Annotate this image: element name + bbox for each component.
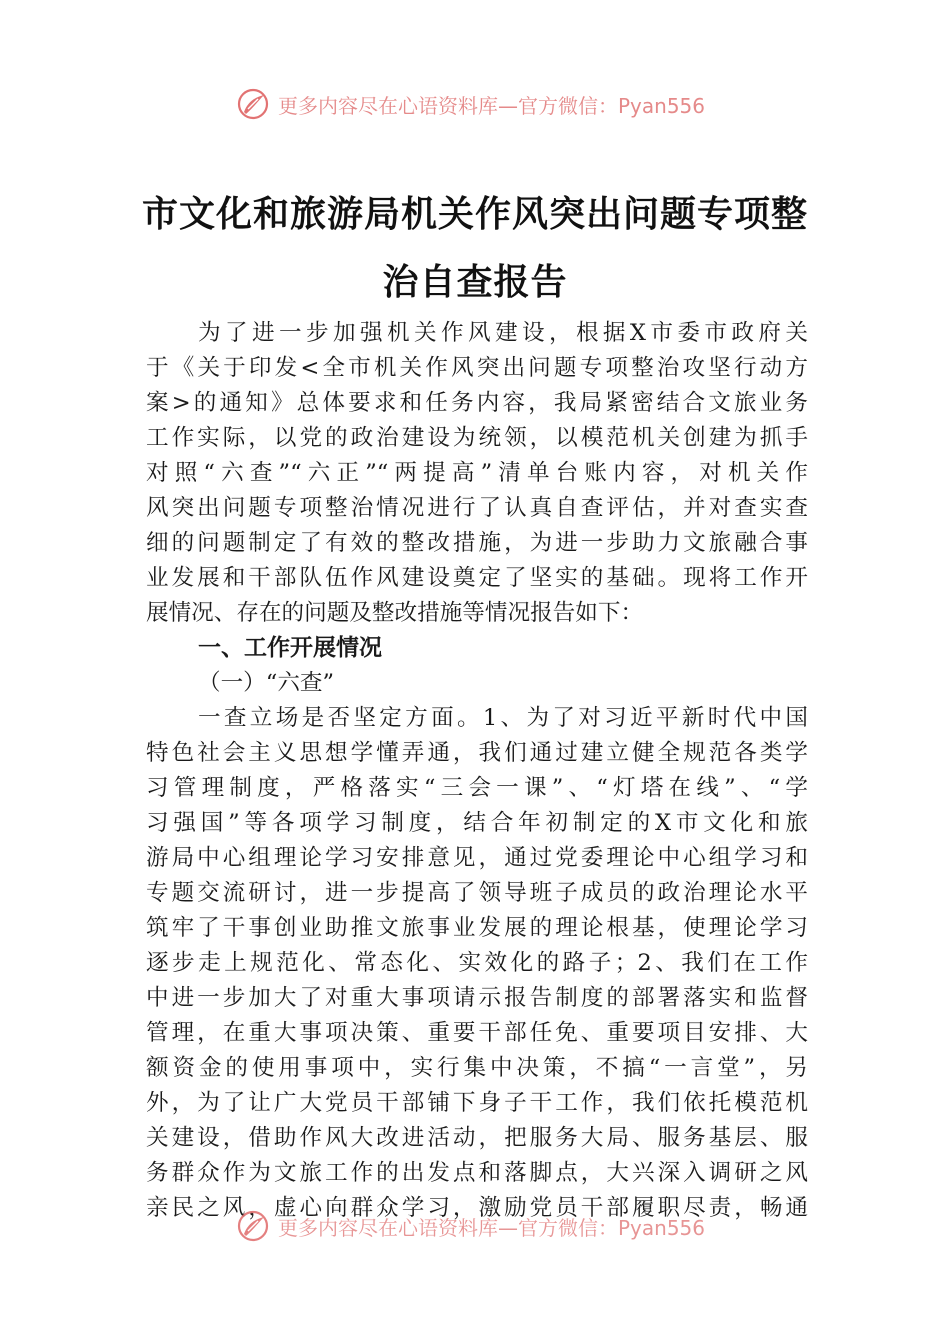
paragraph-line: 外，为了让广大党员干部铺下身子干工作，我们依托模范机 [146, 1090, 808, 1116]
paragraph-line: 特色社会主义思想学懂弄通，我们通过建立健全规范各类学 [146, 740, 808, 766]
watermark-text: 更多内容尽在心语资料库—官方微信：Pyan556 [278, 1215, 706, 1240]
paragraph-line: 工作实际，以党的政治建设为统领，以模范机关创建为抓手 [146, 425, 808, 451]
paragraph-line: 于《关于印发<全市机关作风突出问题专项整治攻坚行动方 [146, 355, 808, 381]
watermark-text: 更多内容尽在心语资料库—官方微信：Pyan556 [278, 93, 706, 118]
paragraph-line: 管理，在重大事项决策、重要干部任免、重要项目安排、大 [146, 1020, 808, 1046]
paragraph-line: 游局中心组理论学习安排意见，通过党委理论中心组学习和 [146, 845, 808, 871]
watermark-footer [236, 1206, 756, 1246]
paragraph-line: 逐步走上规范化、常态化、实效化的路子；2、我们在工作 [146, 950, 808, 976]
subsection-heading: （一）“六查” [198, 670, 335, 696]
paragraph-line: 务群众作为文旅工作的出发点和落脚点，大兴深入调研之风 [146, 1160, 808, 1186]
section-heading: 一、工作开展情况 [198, 635, 382, 661]
paragraph-line: 关建设，借助作风大改进活动，把服务大局、服务基层、服 [146, 1125, 808, 1151]
watermark-header [236, 84, 756, 124]
paragraph-line: 习强国”等各项学习制度，结合年初制定的X市文化和旅 [146, 810, 808, 836]
paragraph-line: 展情况、存在的问题及整改措施等情况报告如下： [146, 600, 644, 626]
document-title-line-2: 治自查报告 [382, 261, 568, 303]
paragraph-line: 为了进一步加强机关作风建设，根据X市委市政府关 [198, 320, 808, 346]
document-body [146, 316, 808, 1226]
paragraph-line: 细的问题制定了有效的整改措施，为进一步助力文旅融合事 [146, 530, 808, 556]
paragraph-line: 业发展和干部队伍作风建设奠定了坚实的基础。现将工作开 [146, 565, 808, 591]
paragraph-line: 中进一步加大了对重大事项请示报告制度的部署落实和监督 [146, 985, 808, 1011]
watermark-logo-icon [236, 1209, 270, 1243]
paragraph-line: 案>的通知》总体要求和任务内容，我局紧密结合文旅业务 [146, 390, 808, 416]
paragraph-line: 风突出问题专项整治情况进行了认真自查评估，并对查实查 [146, 495, 808, 521]
document-title-line-1: 市文化和旅游局机关作风突出问题专项整 [141, 193, 808, 235]
paragraph-line: 对照“六查”“六正”“两提高”清单台账内容，对机关作 [146, 460, 808, 486]
paragraph-line: 亲民之风，虚心向群众学习，激励党员干部履职尽责，畅通 [146, 1195, 808, 1221]
paragraph-line: 筑牢了干事创业助推文旅事业发展的理论根基，使理论学习 [146, 915, 808, 941]
paragraph-line: 额资金的使用事项中，实行集中决策，不搞“一言堂”，另 [146, 1055, 808, 1081]
watermark-logo-icon [236, 87, 270, 121]
paragraph-line: 一查立场是否坚定方面。1、为了对习近平新时代中国 [198, 705, 808, 731]
paragraph-line: 习管理制度，严格落实“三会一课”、“灯塔在线”、“学 [146, 775, 808, 801]
paragraph-line: 专题交流研讨，进一步提高了领导班子成员的政治理论水平 [146, 880, 808, 906]
